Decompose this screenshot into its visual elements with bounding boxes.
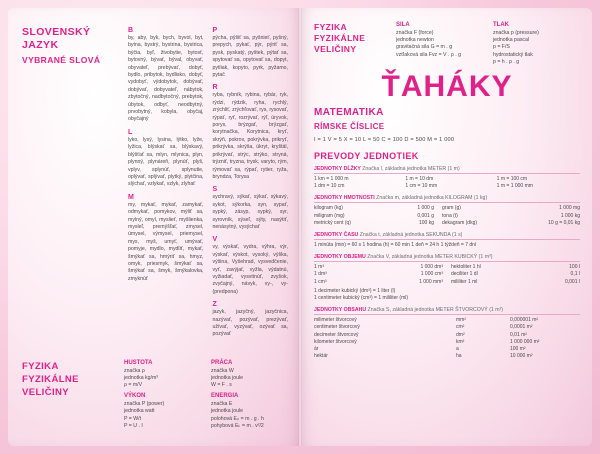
unit-from: 1 m = 1 000 mm [496,183,533,190]
definition-pressure [493,22,580,66]
unit-to: 10 g = 0,01 kg [548,219,580,226]
unit-head-label: JEDNOTKY DĹŽKY [314,166,361,173]
unit-col [314,264,443,286]
unit-to: 1 000 g [417,205,434,212]
unit-head-label: JEDNOTKY ČASU [314,232,359,239]
unit-line [442,213,580,220]
unit-to: 0,1 l [570,271,580,278]
unit-line [314,176,397,183]
definition-row: jednotka newton [396,37,434,44]
word-list: pýcha, pýšiť sa, pyšnieť, pyšný, prepych, pykať, pýr, pýriť sa, pysk, pyskatý, pyštek, pýtať sa, spytovať sa, opytovať sa, dopyt, pytliak, kopyto, pyrk, pyžamo, pytač [212,35,288,79]
area-name: decimeter štvorcový [314,331,359,338]
unit-col [442,205,580,227]
unit-col [405,176,488,190]
unit-rows [314,176,580,190]
unit-line [314,183,397,190]
area-value: 1 000 000 m² [510,338,540,345]
unit-line [497,176,580,183]
area-symbol: cm² [456,324,465,331]
letter-heading: R [212,84,218,92]
unit-block-volume [314,254,580,302]
unit-to: 0,001 l [564,278,580,285]
unit-from: metrický cent (q) [314,219,351,226]
unit-line [451,279,580,286]
definition-label: TLAK [493,22,509,28]
word-list: lyko, lysý, lysina, lýtko, lyže, lyžica, blýskať sa, blýskavý, blýšťať sa, mlyn, mlynica, plyn, plynný, plynáreň, plynúť, plyš, vplyv, splynúť, splynutie, oplývať, splývať, plytký, plytčina, slýchať, vzlykať, vzlyk, zlyhať [128,136,204,188]
letter-heading: L [128,128,133,136]
unit-block-area [314,307,580,360]
unit-to: 100 kg [418,219,434,226]
definition-row: gravitačná sila G = m . g [396,44,453,51]
area-symbol: ha [456,353,462,360]
area-value: 100 m² [510,346,526,353]
unit-line [442,220,580,227]
word-list: vy, výskať, vydra, výhra, výr, výskať, výskot, vysoký, výška, výšina, Vyšehrad, vysvedčenie, vyť, zavýjať, vyžla, výdatnú, vyžiadať, vysvitnúť, zvyšok, zvyčajný, návyk, vy-, vy- (predpona) [212,244,288,295]
table-row [314,353,580,360]
area-name: centimeter štvorcový [314,324,360,331]
unit-line [314,220,434,227]
quantity-row: polohová Eₚ = m . g . h [211,415,264,422]
table-row [314,332,580,339]
physics-title-line-2: FYZIKÁLNE [22,373,79,385]
quantity-label: VÝKON [124,393,146,400]
left-top-section [22,22,288,339]
unit-col [314,176,397,190]
physics-title-line-1: FYZIKA [22,360,59,372]
quantity-row: jednotka watt [124,408,155,415]
definition-row: hydrostatický tlak [493,51,533,58]
area-value: 10 000 m² [510,353,533,360]
unit-head-label: JEDNOTKY OBSAHU [314,307,367,314]
unit-rows [314,264,580,286]
unit-line [314,264,443,271]
word-list: jazyk, jazyčný, jazyčnica, nazývať, pozývať, prezývať, užívať, vyzývať, ozývať sa, pozývať [212,309,288,338]
word-list: by, aby, byk, bych, byvol, byt, bytna, bystrý, bystrina, bystrica, býčia, byľ, živobytie, bytosť, bytovný, bývať, býval, obyvať, obyvateľ, prebývať, dobyť, bydlo, pribytok, bydlisko, dobyť, vydobyť, výdobytok, dobývať, dobývať, dobyvateľ, nábytok, zbytočný, nadbytočný, prebytok, úbytok, odbyť, neodbytný, prvobytný, kobyla, obyčaj, obyčajný [128,35,204,123]
quantity-row: značka ρ [124,367,145,374]
area-symbol: a [456,346,459,353]
title-line-1: SLOVENSKÝ JAZYK [22,26,91,51]
left-page [8,8,300,446]
unit-from: 1 dm³ [314,271,327,278]
vocab-column-1 [128,22,204,339]
right-page [300,8,592,446]
area-name: ár [314,346,319,353]
unit-from: 1 km = 1 000 m [314,176,349,183]
physics-title [22,360,114,430]
unit-from: miligram (mg) [314,212,345,219]
unit-head [314,307,580,315]
vocabulary-columns [128,22,288,339]
unit-line [451,264,580,271]
quantity-row: značka W [211,367,234,374]
area-symbol: mm² [456,317,466,324]
definition-row: vzťlaková sila Fvz = V . ρ . g [396,51,462,58]
unit-col [314,205,434,227]
unit-block-length [314,166,580,190]
area-name: hektár [314,353,328,360]
unit-head-note: Značka l, základná jednotka METER (1 m) [362,166,460,173]
quantity-card [211,393,288,430]
definition-row: p = h . ρ . g [493,58,520,65]
unit-to: 0,001 g [417,212,434,219]
quantity-row: ρ = m/V [124,381,143,388]
page-spread [8,8,592,446]
definition-force [396,22,483,66]
unit-to: 1 000 mm³ [419,278,443,285]
letter-heading: B [128,27,134,34]
definition-row: značka F (force) [396,30,434,36]
definition-row: jednotka pascal [493,37,530,44]
unit-note: 1 centimeter kubický (cm³) = 1 mililiter (ml) [314,295,409,302]
unit-line: 1 minúta (min) = 60 s 1 hodina (h) = 60 min 1 deň = 24 h 1 týždeň = 7 dní [314,242,477,249]
table-row [314,346,580,353]
unit-head-label: JEDNOTKY OBJEMU [314,254,366,261]
unit-block-time [314,232,580,249]
quantity-row: W = F . s [211,381,232,388]
unit-rows [314,205,580,227]
unit-from: hektoliter 1 hl [451,264,481,271]
quantity-row: P = U . I [124,422,143,429]
unit-head-label: JEDNOTKY HMOTNOSTI [314,195,375,202]
physics-definitions [396,22,580,66]
word-list: sychravý, sýkať, sýkať, sýkavý, sykot, sýkorka, syn, sypať, sypký, zásyp, sypký, syr, syrovník, sýseľ, sýty, nasýtiť, nenásytný, vysýchať [212,194,288,230]
quantity-row: P = W/t [124,415,142,422]
page-title: ŤAHÁKY [381,70,513,104]
table-row [314,317,580,324]
unit-line [314,271,443,278]
unit-line [314,205,434,212]
unit-from: 1 cm³ [314,278,327,285]
quantity-card [124,360,201,390]
physics-title-line-2: FYZIKÁLNE [314,33,366,43]
definition-row: p = F/S [493,44,510,51]
area-symbol: km² [456,338,465,345]
vocab-column-2 [213,22,289,339]
unit-to: 100 l [569,264,580,271]
quantity-row: jednotka joule [211,408,244,415]
letter-heading: V [212,236,218,244]
unit-head [314,195,580,203]
unit-line [405,183,488,190]
unit-line [405,176,488,183]
unit-to: 1 000 dm³ [420,264,443,271]
quantity-row: jednotka joule [211,374,244,381]
quantity-label: ENERGIA [211,393,239,400]
unit-line [442,205,580,212]
physics-title-line-1: FYZIKA [314,22,348,32]
unit-head-note: Značka S, základná jednotka METER ŠTVORCOVÝ (1 m²) [367,307,504,314]
quantity-card [124,393,201,430]
quantity-card [211,360,288,390]
unit-head [314,254,580,262]
quantity-label: HUSTOTA [124,359,153,366]
physics-title-line-3: VELIČINY [314,44,357,54]
unit-head [314,232,580,240]
unit-col [451,264,580,286]
unit-from: 1 cm = 10 mm [405,183,438,190]
unit-to: 1 000 kg [560,212,580,219]
math-title-line-2: RÍMSKE ČÍSLICE [314,122,385,132]
quantity-row: jednotka kg/m³ [124,374,159,381]
unit-head-note: Značka m, základná jednotka KILOGRAM (1 kg) [376,195,488,202]
quantity-row: pohybová Eₖ = m . v²/2 [211,422,264,429]
table-row [314,339,580,346]
title-line-2: VYBRANÉ SLOVÁ [22,55,101,65]
physics-quantity-grid [124,360,288,430]
page-gutter [299,8,302,446]
roman-numerals: I = 1 V = 5 X = 10 L = 50 C = 100 D = 500 M = 1 000 [314,137,455,144]
math-title-line-1: MATEMATIKA [314,107,384,119]
area-value: 0,01 m² [510,331,527,338]
unit-to: 1 000 mg [559,205,580,212]
unit-col [497,176,580,190]
table-row [314,324,580,331]
area-name: kilometer štvorcový [314,338,357,345]
area-value: 0,0001 m² [510,324,533,331]
unit-line [451,271,580,278]
area-table [314,317,580,360]
unit-from: gram (g) [442,205,461,212]
unit-head-note: Značka t, základná jednotka SEKUNDA (1 s) [359,232,463,239]
right-physics-section [314,22,580,66]
unit-from: mililiter 1 ml [451,278,478,285]
unit-from: dekagram (dkg) [442,219,478,226]
quantity-label: PRÁCA [211,359,233,366]
physics-title-line-3: VELIČINY [22,386,70,398]
unit-head [314,166,580,174]
unit-note: 1 decimeter kubický (dm³) = 1 liter (l) [314,287,396,294]
word-list: my, mykať, mykať, zamykať, odmykať, pomykov, mýliť sa, mylný, omyl, myslieť, myšlienka, mysleľ, premýšľať, zmysel, úmysel, výmysel, priemysel, mys, myš, umyť, umývať, pomyje, mydlo, mydliť, mykať, šmýkať sa, hmýriť sa, hmyz, omyk, priesmyk, šmýkať sa, šmýkať sa, šmyk, šmýkalovka, zmyknúť [128,201,204,282]
quantity-row: značka E [211,401,233,408]
unit-block-mass [314,195,580,227]
unit-line [497,183,580,190]
area-symbol: dm² [456,331,465,338]
unit-line [314,279,443,286]
letter-heading: Z [212,301,217,309]
area-value: 0,000001 m² [510,317,539,324]
definition-row: značka p (pressure) [493,30,539,36]
unit-line [314,213,434,220]
unit-to: 1 000 cm³ [420,271,443,278]
unit-from: 1 m = 100 cm [496,176,528,183]
letter-heading: S [212,186,218,194]
left-page-title [22,22,118,339]
unit-head-note: Značka V, základná jednotka METER KUBICKÝ (1 m³) [367,254,493,261]
area-name: milimeter štvorcový [314,317,357,324]
unit-from: tona (t) [442,212,458,219]
word-list: ryba, rybník, rybina, rybár, ryk, rýdzi, rýdzik, ryha, rychlý, zrýchliť, zrýchľovať, rys, rysovať, rýpať, ryť, rozrývať, rýľ, úryvok, porys, brýzgať, brýzgať, korytnačka, Korytnica, kryť, skrýň, pokrov, pokrývka, prikryť, prikrývka, skrýša, úkryt, kryštál, prikrývať, strýc, strýko, stryná, trýzniť, tryzna, trysk, varyto, rým, rýmovať sa, rýpať, rytier, ryža, bryndza, Torysa [212,92,288,180]
right-physics-title [314,22,388,66]
quantity-row: značka P (power) [124,401,165,408]
math-heading [314,106,580,133]
unit-conversions-heading: PREVODY JEDNOTIEK [314,151,419,162]
letter-heading: P [212,27,218,34]
unit-from: 1 dm = 10 cm [314,183,345,190]
unit-from: kilogram (kg) [314,205,343,212]
unit-from: deciliter 1 dl [451,271,478,278]
left-physics-section [22,360,288,430]
unit-from: 1 m³ [314,264,324,271]
definition-label: SILA [396,22,410,28]
unit-from: 1 m = 10 dm [405,176,434,183]
letter-heading: M [128,193,134,201]
